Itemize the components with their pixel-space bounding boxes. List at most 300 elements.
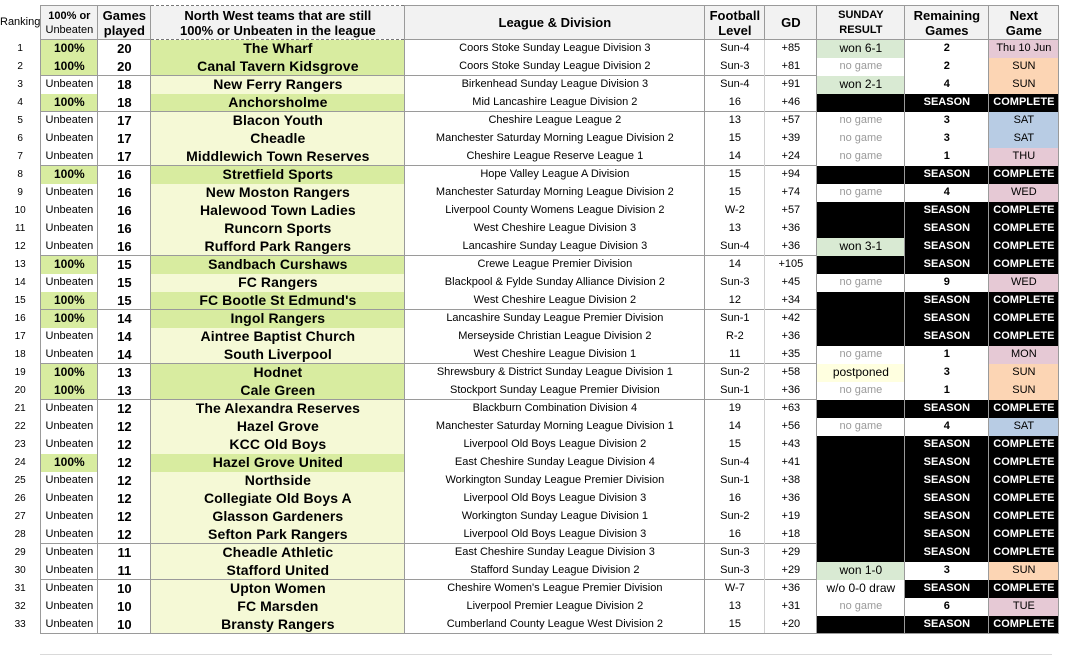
status-cell[interactable]: 100% [41, 454, 98, 472]
gd-cell[interactable]: +38 [765, 472, 817, 490]
level-cell[interactable]: W-2 [705, 202, 765, 220]
gd-cell[interactable]: +81 [765, 58, 817, 76]
table-row[interactable] [0, 472, 1059, 490]
gd-cell[interactable]: +29 [765, 544, 817, 562]
team-cell[interactable]: Cheadle [151, 130, 405, 148]
table-row[interactable] [0, 616, 1059, 634]
league-cell[interactable]: Cheshire League Reserve League 1 [405, 148, 705, 166]
played-cell[interactable]: 11 [98, 562, 151, 580]
played-cell[interactable]: 14 [98, 328, 151, 346]
remaining-cell[interactable]: SEASON [905, 256, 989, 274]
table-row[interactable] [0, 526, 1059, 544]
gd-cell[interactable]: +36 [765, 238, 817, 256]
team-cell[interactable]: FC Marsden [151, 598, 405, 616]
gd-cell[interactable]: +58 [765, 364, 817, 382]
sunday-result-cell[interactable] [817, 472, 905, 490]
level-cell[interactable]: 13 [705, 112, 765, 130]
team-cell[interactable]: New Ferry Rangers [151, 76, 405, 94]
gd-cell[interactable]: +18 [765, 526, 817, 544]
rank-cell[interactable]: 29 [0, 544, 41, 562]
remaining-cell[interactable]: 4 [905, 418, 989, 436]
status-cell[interactable]: Unbeaten [41, 436, 98, 454]
team-cell[interactable]: Sandbach Curshaws [151, 256, 405, 274]
gd-cell[interactable]: +45 [765, 274, 817, 292]
level-cell[interactable]: 11 [705, 346, 765, 364]
table-row[interactable] [0, 76, 1059, 94]
status-cell[interactable]: Unbeaten [41, 562, 98, 580]
level-cell[interactable]: R-2 [705, 328, 765, 346]
team-cell[interactable]: Hazel Grove United [151, 454, 405, 472]
table-row[interactable] [0, 328, 1059, 346]
status-cell[interactable]: Unbeaten [41, 148, 98, 166]
next-game-cell[interactable]: COMPLETE [989, 220, 1059, 238]
table-row[interactable] [0, 202, 1059, 220]
table-row[interactable] [0, 544, 1059, 562]
gd-cell[interactable]: +19 [765, 508, 817, 526]
rank-cell[interactable]: 7 [0, 148, 41, 166]
rank-cell[interactable]: 2 [0, 58, 41, 76]
gd-cell[interactable]: +43 [765, 436, 817, 454]
team-cell[interactable]: Collegiate Old Boys A [151, 490, 405, 508]
status-header[interactable]: 100% or Unbeaten [41, 6, 98, 40]
league-cell[interactable]: Manchester Saturday Morning League Division 1 [405, 418, 705, 436]
sunday-result-cell[interactable]: postponed [817, 364, 905, 382]
table-row[interactable] [0, 40, 1059, 58]
rank-cell[interactable]: 33 [0, 616, 41, 634]
level-cell[interactable]: Sun-4 [705, 238, 765, 256]
level-cell[interactable]: 14 [705, 148, 765, 166]
played-cell[interactable]: 14 [98, 346, 151, 364]
team-cell[interactable]: Cale Green [151, 382, 405, 400]
sunday-result-header[interactable]: SUNDAY RESULT [817, 6, 905, 40]
level-cell[interactable]: 13 [705, 220, 765, 238]
team-cell[interactable]: Blacon Youth [151, 112, 405, 130]
next-game-cell[interactable]: COMPLETE [989, 508, 1059, 526]
remaining-cell[interactable]: SEASON [905, 292, 989, 310]
next-game-cell[interactable]: COMPLETE [989, 454, 1059, 472]
rank-cell[interactable]: 3 [0, 76, 41, 94]
remaining-cell[interactable]: SEASON [905, 166, 989, 184]
team-cell[interactable]: FC Bootle St Edmund's [151, 292, 405, 310]
played-cell[interactable]: 13 [98, 382, 151, 400]
gd-cell[interactable]: +57 [765, 202, 817, 220]
table-row[interactable] [0, 598, 1059, 616]
league-cell[interactable]: Crewe League Premier Division [405, 256, 705, 274]
played-cell[interactable]: 15 [98, 256, 151, 274]
gd-cell[interactable]: +63 [765, 400, 817, 418]
rank-cell[interactable]: 24 [0, 454, 41, 472]
played-cell[interactable]: 17 [98, 148, 151, 166]
status-cell[interactable]: Unbeaten [41, 220, 98, 238]
table-row[interactable] [0, 382, 1059, 400]
next-game-cell[interactable]: WED [989, 184, 1059, 202]
rank-cell[interactable]: 12 [0, 238, 41, 256]
rank-cell[interactable]: 13 [0, 256, 41, 274]
team-cell[interactable]: The Alexandra Reserves [151, 400, 405, 418]
next-game-cell[interactable]: COMPLETE [989, 328, 1059, 346]
table-row[interactable] [0, 364, 1059, 382]
rank-cell[interactable]: 26 [0, 490, 41, 508]
played-cell[interactable]: 20 [98, 58, 151, 76]
status-cell[interactable]: Unbeaten [41, 238, 98, 256]
status-cell[interactable]: Unbeaten [41, 130, 98, 148]
remaining-cell[interactable]: SEASON [905, 508, 989, 526]
sunday-result-cell[interactable] [817, 94, 905, 112]
gd-cell[interactable]: +36 [765, 580, 817, 598]
league-cell[interactable]: Workington Sunday League Premier Division [405, 472, 705, 490]
team-cell[interactable]: Hazel Grove [151, 418, 405, 436]
status-cell[interactable]: Unbeaten [41, 418, 98, 436]
league-cell[interactable]: Coors Stoke Sunday League Division 3 [405, 40, 705, 58]
level-cell[interactable]: Sun-3 [705, 544, 765, 562]
team-cell[interactable]: Rufford Park Rangers [151, 238, 405, 256]
next-game-cell[interactable]: SAT [989, 112, 1059, 130]
team-cell[interactable]: Anchorsholme [151, 94, 405, 112]
status-cell[interactable]: 100% [41, 364, 98, 382]
status-cell[interactable]: Unbeaten [41, 346, 98, 364]
gd-cell[interactable]: +42 [765, 310, 817, 328]
next-game-cell[interactable]: SAT [989, 418, 1059, 436]
status-cell[interactable]: Unbeaten [41, 580, 98, 598]
next-game-cell[interactable]: SUN [989, 58, 1059, 76]
next-game-cell[interactable]: SUN [989, 382, 1059, 400]
remaining-cell[interactable]: 1 [905, 346, 989, 364]
remaining-cell[interactable]: 3 [905, 562, 989, 580]
level-cell[interactable]: 19 [705, 400, 765, 418]
rank-cell[interactable]: 5 [0, 112, 41, 130]
table-row[interactable] [0, 436, 1059, 454]
remaining-cell[interactable]: SEASON [905, 490, 989, 508]
played-cell[interactable]: 11 [98, 544, 151, 562]
gd-cell[interactable]: +36 [765, 490, 817, 508]
level-cell[interactable]: 16 [705, 490, 765, 508]
gd-cell[interactable]: +105 [765, 256, 817, 274]
sunday-result-cell[interactable]: no game [817, 58, 905, 76]
team-cell[interactable]: Sefton Park Rangers [151, 526, 405, 544]
remaining-cell[interactable]: SEASON [905, 580, 989, 598]
table-row[interactable] [0, 112, 1059, 130]
gd-cell[interactable]: +39 [765, 130, 817, 148]
remaining-cell[interactable]: SEASON [905, 436, 989, 454]
gd-header[interactable]: GD [765, 6, 817, 40]
remaining-cell[interactable]: SEASON [905, 202, 989, 220]
rank-cell[interactable]: 31 [0, 580, 41, 598]
status-cell[interactable]: 100% [41, 40, 98, 58]
status-cell[interactable]: Unbeaten [41, 526, 98, 544]
table-row[interactable] [0, 310, 1059, 328]
sunday-result-cell[interactable] [817, 490, 905, 508]
level-cell[interactable]: 16 [705, 526, 765, 544]
played-cell[interactable]: 12 [98, 508, 151, 526]
table-row[interactable] [0, 454, 1059, 472]
sunday-result-cell[interactable] [817, 256, 905, 274]
remaining-cell[interactable]: SEASON [905, 616, 989, 634]
remaining-cell[interactable]: SEASON [905, 526, 989, 544]
sunday-result-cell[interactable] [817, 220, 905, 238]
played-cell[interactable]: 14 [98, 310, 151, 328]
level-cell[interactable]: Sun-3 [705, 58, 765, 76]
played-cell[interactable]: 16 [98, 166, 151, 184]
table-row[interactable] [0, 220, 1059, 238]
rank-cell[interactable]: 23 [0, 436, 41, 454]
league-cell[interactable]: Merseyside Christian League Division 2 [405, 328, 705, 346]
level-cell[interactable]: 12 [705, 292, 765, 310]
played-header[interactable]: Games played [98, 6, 151, 40]
next-game-cell[interactable]: THU [989, 148, 1059, 166]
remaining-cell[interactable]: 4 [905, 184, 989, 202]
next-game-cell[interactable]: COMPLETE [989, 580, 1059, 598]
table-row[interactable] [0, 508, 1059, 526]
level-cell[interactable]: Sun-3 [705, 274, 765, 292]
table-row[interactable] [0, 274, 1059, 292]
played-cell[interactable]: 12 [98, 472, 151, 490]
level-cell[interactable]: Sun-4 [705, 76, 765, 94]
teams-header[interactable]: North West teams that are still 100% or Unbeaten in the league [151, 6, 405, 40]
team-cell[interactable]: Glasson Gardeners [151, 508, 405, 526]
team-cell[interactable]: KCC Old Boys [151, 436, 405, 454]
next-game-cell[interactable]: COMPLETE [989, 472, 1059, 490]
gd-cell[interactable]: +74 [765, 184, 817, 202]
league-cell[interactable]: Cheshire League League 2 [405, 112, 705, 130]
table-row[interactable] [0, 580, 1059, 598]
team-cell[interactable]: Aintree Baptist Church [151, 328, 405, 346]
table-row[interactable] [0, 292, 1059, 310]
league-cell[interactable]: East Cheshire Sunday League Division 3 [405, 544, 705, 562]
sunday-result-cell[interactable]: no game [817, 148, 905, 166]
rank-cell[interactable]: 11 [0, 220, 41, 238]
remaining-cell[interactable]: 2 [905, 40, 989, 58]
played-cell[interactable]: 12 [98, 418, 151, 436]
rank-cell[interactable]: 18 [0, 346, 41, 364]
level-header[interactable]: Football Level [705, 6, 765, 40]
next-game-cell[interactable]: SUN [989, 562, 1059, 580]
sunday-result-cell[interactable] [817, 400, 905, 418]
next-game-cell[interactable]: COMPLETE [989, 490, 1059, 508]
level-cell[interactable]: 16 [705, 94, 765, 112]
next-game-cell[interactable]: COMPLETE [989, 616, 1059, 634]
table-row[interactable] [0, 148, 1059, 166]
league-cell[interactable]: West Cheshire League Division 2 [405, 292, 705, 310]
next-game-cell[interactable]: MON [989, 346, 1059, 364]
remaining-cell[interactable]: 3 [905, 364, 989, 382]
league-cell[interactable]: Workington Sunday League Division 1 [405, 508, 705, 526]
status-cell[interactable]: 100% [41, 256, 98, 274]
played-cell[interactable]: 16 [98, 238, 151, 256]
gd-cell[interactable]: +36 [765, 382, 817, 400]
sunday-result-cell[interactable]: no game [817, 112, 905, 130]
next-game-cell[interactable]: COMPLETE [989, 166, 1059, 184]
played-cell[interactable]: 12 [98, 454, 151, 472]
status-cell[interactable]: 100% [41, 94, 98, 112]
level-cell[interactable]: W-7 [705, 580, 765, 598]
status-cell[interactable]: 100% [41, 310, 98, 328]
remaining-cell[interactable]: SEASON [905, 310, 989, 328]
rank-cell[interactable]: 9 [0, 184, 41, 202]
played-cell[interactable]: 10 [98, 598, 151, 616]
remaining-cell[interactable]: SEASON [905, 328, 989, 346]
played-cell[interactable]: 12 [98, 400, 151, 418]
played-cell[interactable]: 18 [98, 94, 151, 112]
sunday-result-cell[interactable]: no game [817, 598, 905, 616]
sunday-result-cell[interactable]: no game [817, 418, 905, 436]
league-cell[interactable]: East Cheshire Sunday League Division 4 [405, 454, 705, 472]
league-cell[interactable]: West Cheshire League Division 3 [405, 220, 705, 238]
rank-cell[interactable]: 28 [0, 526, 41, 544]
rank-cell[interactable]: 20 [0, 382, 41, 400]
sunday-result-cell[interactable]: won 2-1 [817, 76, 905, 94]
gd-cell[interactable]: +46 [765, 94, 817, 112]
next-game-cell[interactable]: WED [989, 274, 1059, 292]
rank-cell[interactable]: 15 [0, 292, 41, 310]
league-cell[interactable]: Liverpool Old Boys League Division 2 [405, 436, 705, 454]
next-game-cell[interactable]: COMPLETE [989, 202, 1059, 220]
gd-cell[interactable]: +34 [765, 292, 817, 310]
played-cell[interactable]: 16 [98, 202, 151, 220]
team-cell[interactable]: Upton Women [151, 580, 405, 598]
gd-cell[interactable]: +36 [765, 220, 817, 238]
league-cell[interactable]: Liverpool Old Boys League Division 3 [405, 490, 705, 508]
remaining-cell[interactable]: 4 [905, 76, 989, 94]
level-cell[interactable]: Sun-3 [705, 562, 765, 580]
sunday-result-cell[interactable] [817, 526, 905, 544]
level-cell[interactable]: Sun-1 [705, 382, 765, 400]
next-game-cell[interactable]: COMPLETE [989, 526, 1059, 544]
played-cell[interactable]: 20 [98, 40, 151, 58]
status-cell[interactable]: 100% [41, 58, 98, 76]
league-cell[interactable]: Lancashire Sunday League Premier Division [405, 310, 705, 328]
status-cell[interactable]: 100% [41, 382, 98, 400]
sunday-result-cell[interactable]: no game [817, 346, 905, 364]
team-cell[interactable]: FC Rangers [151, 274, 405, 292]
team-cell[interactable]: Cheadle Athletic [151, 544, 405, 562]
league-cell[interactable]: Cumberland County League West Division 2 [405, 616, 705, 634]
rank-cell[interactable]: 25 [0, 472, 41, 490]
rank-cell[interactable]: 10 [0, 202, 41, 220]
table-row[interactable] [0, 166, 1059, 184]
league-cell[interactable]: Manchester Saturday Morning League Division 2 [405, 130, 705, 148]
league-cell[interactable]: Liverpool County Womens League Division 2 [405, 202, 705, 220]
gd-cell[interactable]: +91 [765, 76, 817, 94]
remaining-cell[interactable]: SEASON [905, 544, 989, 562]
remaining-cell[interactable]: SEASON [905, 472, 989, 490]
status-cell[interactable]: Unbeaten [41, 202, 98, 220]
remaining-cell[interactable]: SEASON [905, 220, 989, 238]
league-cell[interactable]: Birkenhead Sunday League Division 3 [405, 76, 705, 94]
rank-cell[interactable]: 14 [0, 274, 41, 292]
level-cell[interactable]: Sun-2 [705, 364, 765, 382]
gd-cell[interactable]: +36 [765, 328, 817, 346]
rank-cell[interactable]: 30 [0, 562, 41, 580]
league-cell[interactable]: Stockport Sunday League Premier Division [405, 382, 705, 400]
gd-cell[interactable]: +56 [765, 418, 817, 436]
sunday-result-cell[interactable] [817, 202, 905, 220]
table-row[interactable] [0, 238, 1059, 256]
next-game-cell[interactable]: COMPLETE [989, 292, 1059, 310]
sunday-result-cell[interactable]: no game [817, 184, 905, 202]
team-cell[interactable]: Middlewich Town Reserves [151, 148, 405, 166]
league-header[interactable]: League & Division [405, 6, 705, 40]
team-cell[interactable]: Canal Tavern Kidsgrove [151, 58, 405, 76]
status-cell[interactable]: 100% [41, 292, 98, 310]
league-cell[interactable]: Blackpool & Fylde Sunday Alliance Division 2 [405, 274, 705, 292]
league-cell[interactable]: Lancashire Sunday League Division 3 [405, 238, 705, 256]
played-cell[interactable]: 16 [98, 184, 151, 202]
league-cell[interactable]: West Cheshire League Division 1 [405, 346, 705, 364]
table-row[interactable] [0, 130, 1059, 148]
remaining-cell[interactable]: SEASON [905, 400, 989, 418]
next-game-cell[interactable]: COMPLETE [989, 400, 1059, 418]
remaining-cell[interactable]: 1 [905, 148, 989, 166]
next-game-cell[interactable]: SUN [989, 364, 1059, 382]
team-cell[interactable]: Halewood Town Ladies [151, 202, 405, 220]
remaining-header[interactable]: Remaining Games [905, 6, 989, 40]
played-cell[interactable]: 12 [98, 490, 151, 508]
rank-cell[interactable]: 17 [0, 328, 41, 346]
status-cell[interactable]: 100% [41, 166, 98, 184]
remaining-cell[interactable]: SEASON [905, 454, 989, 472]
table-row[interactable] [0, 256, 1059, 274]
sunday-result-cell[interactable] [817, 616, 905, 634]
remaining-cell[interactable]: 1 [905, 382, 989, 400]
remaining-cell[interactable]: 2 [905, 58, 989, 76]
remaining-cell[interactable]: SEASON [905, 238, 989, 256]
status-cell[interactable]: Unbeaten [41, 400, 98, 418]
league-cell[interactable]: Manchester Saturday Morning League Division 2 [405, 184, 705, 202]
rank-cell[interactable]: 1 [0, 40, 41, 58]
status-cell[interactable]: Unbeaten [41, 490, 98, 508]
rank-cell[interactable]: 32 [0, 598, 41, 616]
rank-cell[interactable]: 22 [0, 418, 41, 436]
team-cell[interactable]: Stretfield Sports [151, 166, 405, 184]
league-cell[interactable]: Liverpool Premier League Division 2 [405, 598, 705, 616]
status-cell[interactable]: Unbeaten [41, 112, 98, 130]
team-cell[interactable]: Runcorn Sports [151, 220, 405, 238]
sunday-result-cell[interactable] [817, 292, 905, 310]
league-cell[interactable]: Stafford Sunday League Division 2 [405, 562, 705, 580]
next-game-cell[interactable]: SUN [989, 76, 1059, 94]
sunday-result-cell[interactable]: no game [817, 274, 905, 292]
status-cell[interactable]: Unbeaten [41, 76, 98, 94]
gd-cell[interactable]: +41 [765, 454, 817, 472]
level-cell[interactable]: 14 [705, 418, 765, 436]
played-cell[interactable]: 10 [98, 616, 151, 634]
sunday-result-cell[interactable] [817, 544, 905, 562]
gd-cell[interactable]: +35 [765, 346, 817, 364]
rank-cell[interactable]: 19 [0, 364, 41, 382]
played-cell[interactable]: 12 [98, 526, 151, 544]
table-row[interactable] [0, 58, 1059, 76]
rank-cell[interactable]: 21 [0, 400, 41, 418]
gd-cell[interactable]: +94 [765, 166, 817, 184]
rank-cell[interactable]: 16 [0, 310, 41, 328]
sunday-result-cell[interactable]: won 3-1 [817, 238, 905, 256]
league-cell[interactable]: Coors Stoke Sunday League Division 2 [405, 58, 705, 76]
league-cell[interactable]: Shrewsbury & District Sunday League Division 1 [405, 364, 705, 382]
remaining-cell[interactable]: 3 [905, 112, 989, 130]
sunday-result-cell[interactable]: no game [817, 382, 905, 400]
table-row[interactable] [0, 490, 1059, 508]
table-row[interactable] [0, 418, 1059, 436]
sunday-result-cell[interactable] [817, 454, 905, 472]
league-cell[interactable]: Hope Valley League A Division [405, 166, 705, 184]
table-row[interactable] [0, 562, 1059, 580]
next-game-cell[interactable]: COMPLETE [989, 436, 1059, 454]
sunday-result-cell[interactable]: no game [817, 130, 905, 148]
team-cell[interactable]: South Liverpool [151, 346, 405, 364]
team-cell[interactable]: Ingol Rangers [151, 310, 405, 328]
next-game-cell[interactable]: COMPLETE [989, 310, 1059, 328]
gd-cell[interactable]: +29 [765, 562, 817, 580]
